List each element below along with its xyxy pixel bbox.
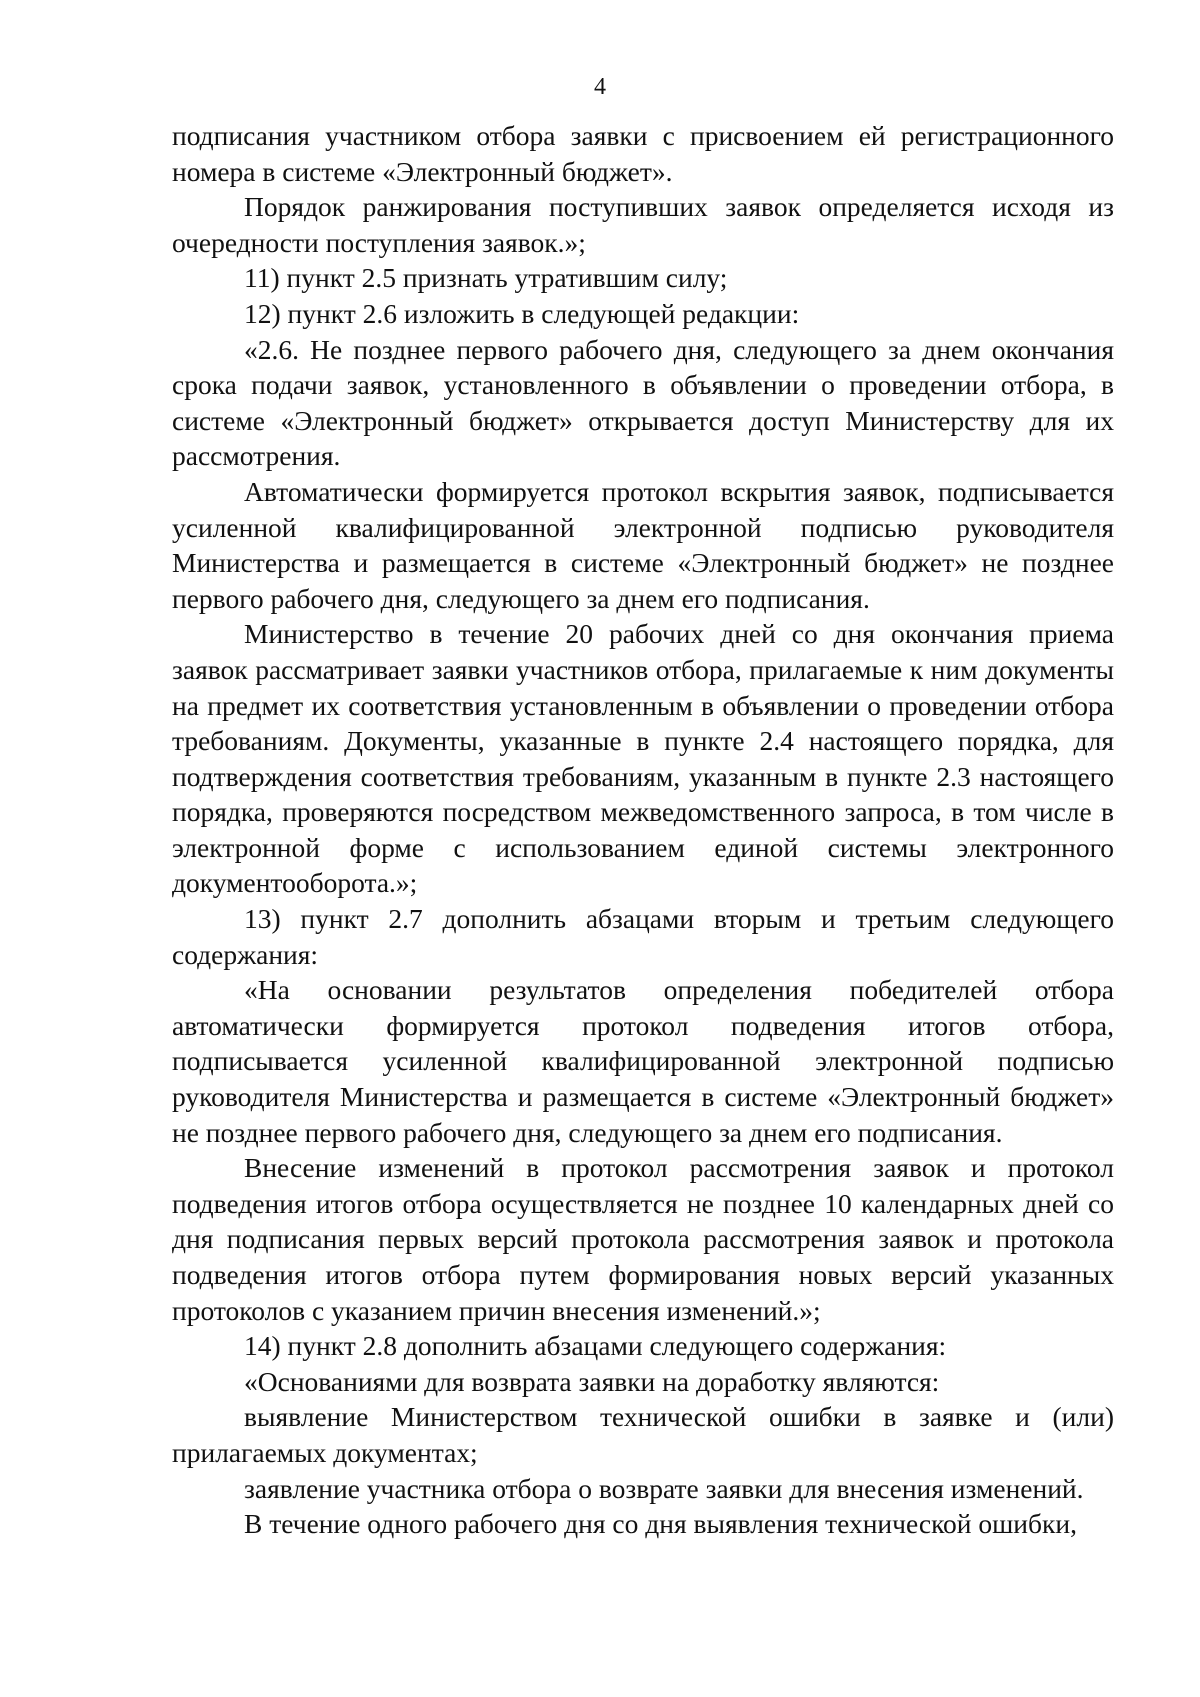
- paragraph: Порядок ранжирования поступивших заявок определяется исходя из очередности поступления заявок.»;: [172, 191, 1114, 258]
- paragraph: Министерство в течение 20 рабочих дней со дня окончания приема заявок рассматривает заявки участников отбора, прилагаемые к ним документы на предмет их соответствия установленным в объявлении о проведении отбора требованиям. Документы, указанные в пункте 2.4 настоящего порядка, для подтверждения соответствия требованиям, указанным в пункте 2.3 настоящего порядка, проверяются посредством межведомственного запроса, в том числе в электронной форме с использованием единой системы электронного документооборота.»;: [172, 618, 1114, 899]
- paragraph: В течение одного рабочего дня со дня выявления технической ошибки,: [244, 1508, 1077, 1540]
- paragraph: 14) пункт 2.8 дополнить абзацами следующего содержания:: [244, 1330, 947, 1362]
- paragraph: заявление участника отбора о возврате заявки для внесения изменений.: [244, 1472, 1084, 1504]
- paragraph: «На основании результатов определения победителей отбора автоматически формируется протокол подведения итогов отбора, подписывается усиленной квалифицированной электронной подписью руководителя Министерства и размещается в системе «Электронный бюджет» не позднее первого рабочего дня, следующего за днем его подписания.: [172, 974, 1114, 1148]
- paragraph: Внесение изменений в протокол рассмотрения заявок и протокол подведения итогов отбора осуществляется не позднее 10 календарных дней со дня подписания первых версий протокола рассмотрения заявок и протокола подведения итогов отбора путем формирования новых версий указанных протоколов с указанием причин внесения изменений.»;: [172, 1152, 1114, 1326]
- paragraph: 13) пункт 2.7 дополнить абзацами вторым и третьим следующего содержания:: [172, 903, 1114, 970]
- paragraph: выявление Министерством технической ошибки в заявке и (или) прилагаемых документах;: [172, 1401, 1114, 1468]
- paragraph: подписания участником отбора заявки с присвоением ей регистрационного номера в системе «Электронный бюджет».: [172, 120, 1114, 187]
- document-body: [172, 118, 1114, 1542]
- paragraph: «2.6. Не позднее первого рабочего дня, следующего за днем окончания срока подачи заявок, установленного в объявлении о проведении отбора, в системе «Электронный бюджет» открывается доступ Министерству для их рассмотрения.: [172, 333, 1114, 472]
- paragraph: «Основаниями для возврата заявки на доработку являются:: [244, 1365, 940, 1397]
- paragraph: Автоматически формируется протокол вскрытия заявок, подписывается усиленной квалифицированной электронной подписью руководителя Министерства и размещается в системе «Электронный бюджет» не позднее первого рабочего дня, следующего за днем его подписания.: [172, 475, 1114, 614]
- page-number: 4: [594, 74, 606, 100]
- paragraph: 11) пункт 2.5 признать утратившим силу;: [244, 262, 728, 294]
- paragraph: 12) пункт 2.6 изложить в следующей редакции:: [244, 297, 800, 329]
